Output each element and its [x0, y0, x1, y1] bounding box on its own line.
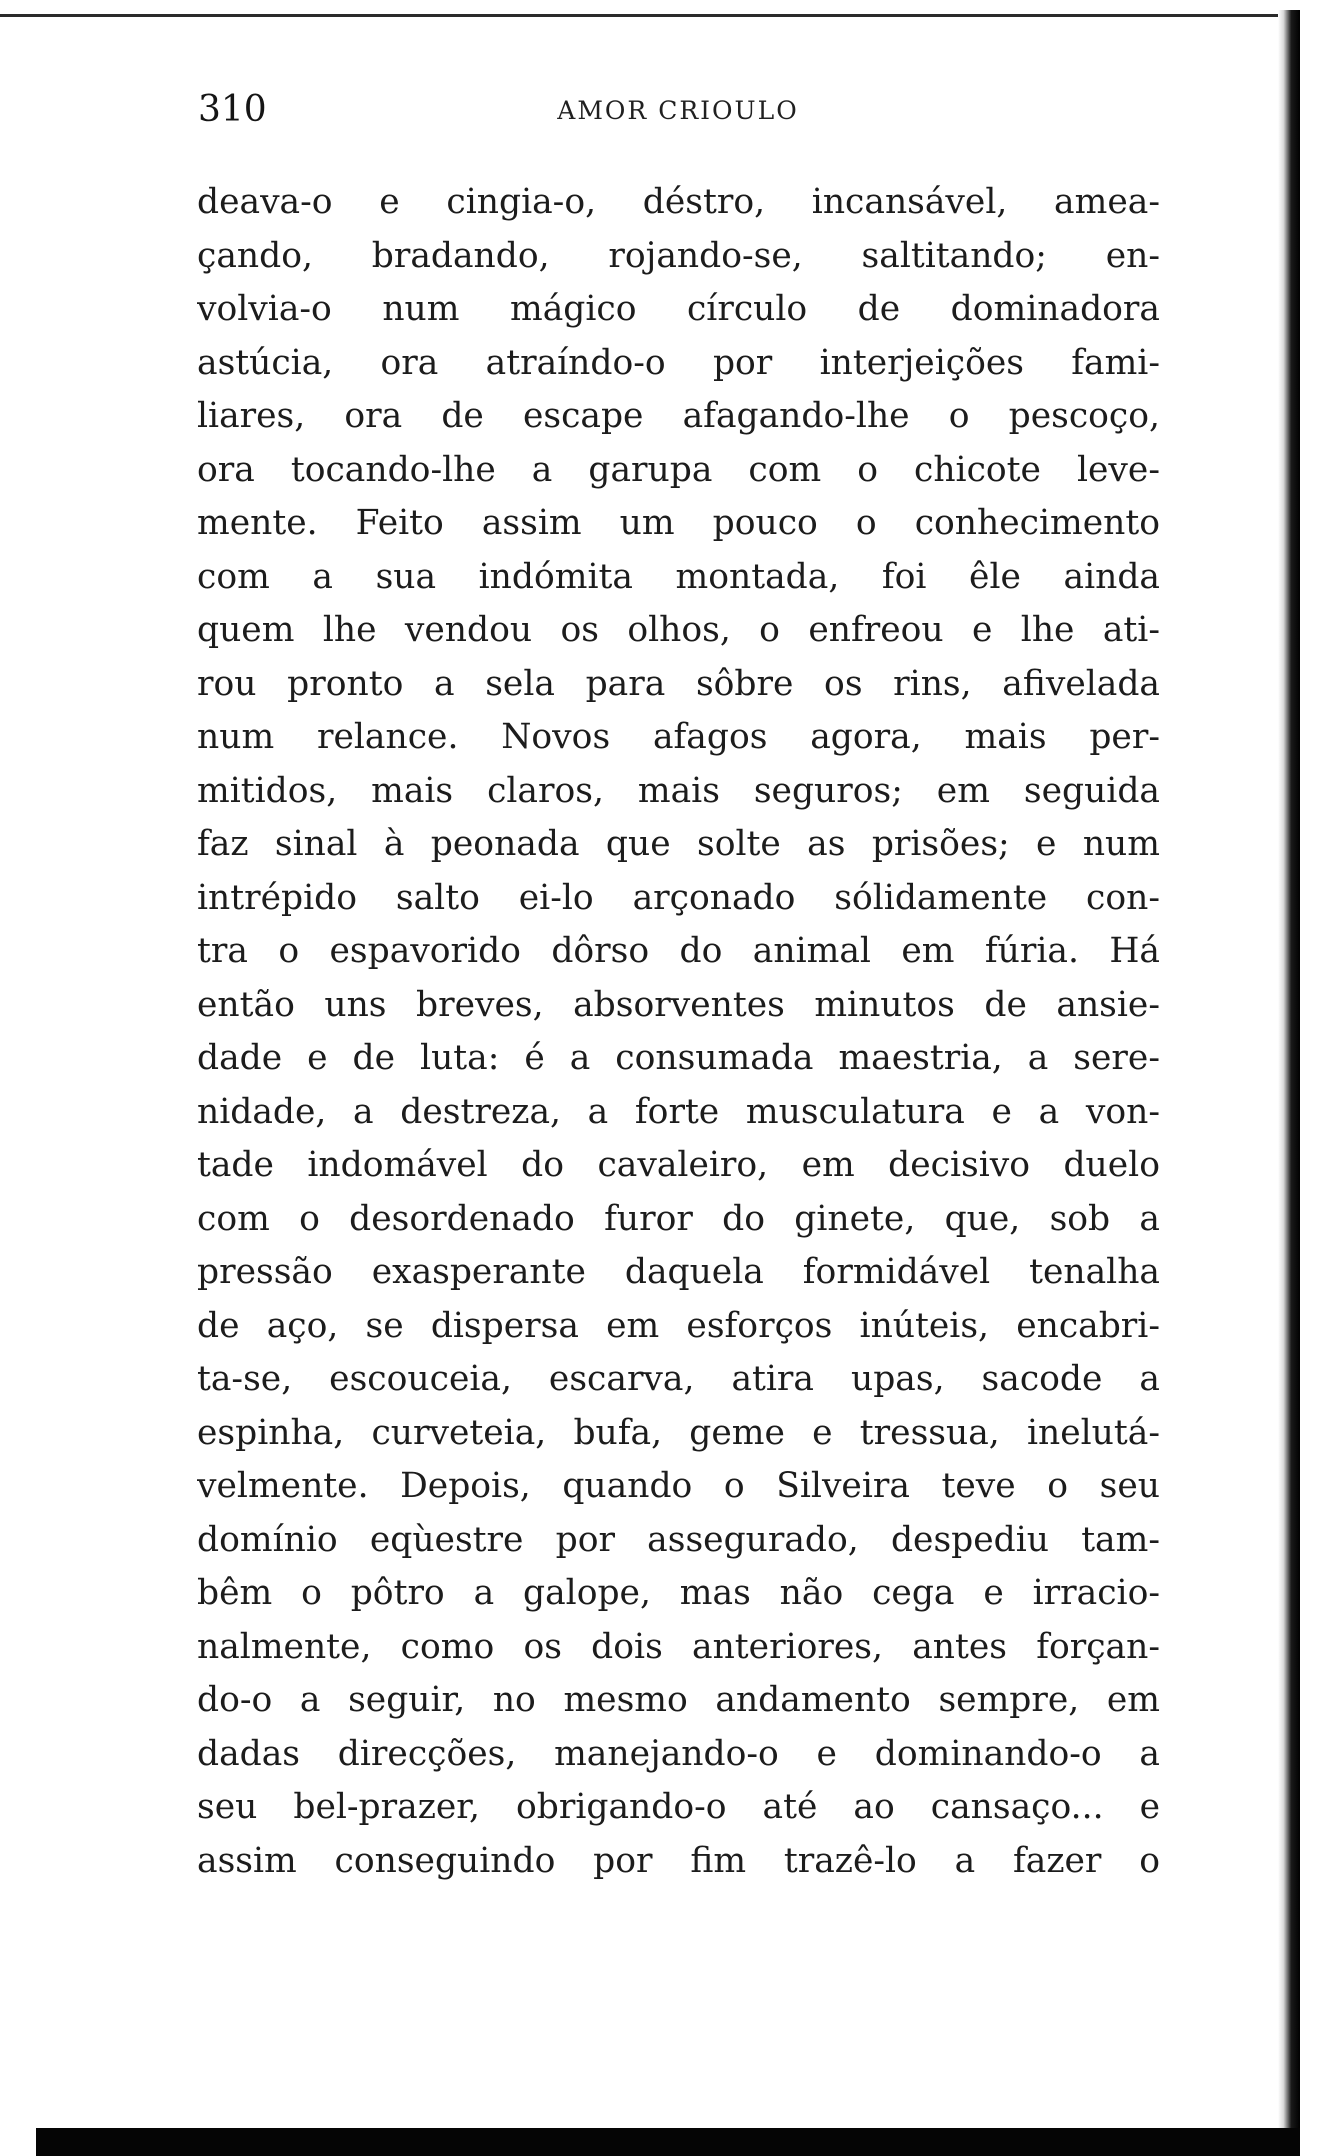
- text-line: intrépido salto ei-lo arçonado sólidamente con-: [197, 877, 1160, 918]
- running-head: AMOR CRIOULO: [557, 96, 799, 125]
- text-line: tade indomável do cavaleiro, em decisivo duelo: [197, 1145, 1160, 1185]
- text-line: tra o espavorido dôrso do animal em fúria. Há: [197, 931, 1160, 971]
- text-line: então uns breves, absorventes minutos de ansie-: [197, 984, 1160, 1025]
- scan-right-edge: [1278, 10, 1300, 2156]
- text-line: nidade, a destreza, a forte musculatura e a von-: [197, 1091, 1160, 1132]
- body-text: [197, 176, 1160, 1888]
- text-line: com o desordenado furor do ginete, que, sob a: [197, 1198, 1160, 1239]
- page-header: [198, 86, 1158, 136]
- scan-top-edge: [0, 14, 1300, 17]
- text-line: dadas direcções, manejando-o e dominando-o a: [197, 1733, 1160, 1774]
- text-line: deava-o e cingia-o, déstro, incansável, amea-: [197, 182, 1160, 222]
- text-line: rou pronto a sela para sôbre os rins, afivelada: [197, 663, 1160, 704]
- text-line: num relance. Novos afagos agora, mais per-: [197, 717, 1160, 757]
- text-line: domínio eqùestre por assegurado, despediu tam-: [197, 1519, 1160, 1560]
- text-line: ta-se, escouceia, escarva, atira upas, sacode a: [197, 1359, 1160, 1399]
- text-line: ora tocando-lhe a garupa com o chicote leve-: [197, 449, 1160, 490]
- text-line: faz sinal à peonada que solte as prisões; e num: [197, 824, 1160, 864]
- text-line: velmente. Depois, quando o Silveira teve o seu: [197, 1466, 1160, 1506]
- text-line: espinha, curveteia, bufa, geme e tressua, inelutá-: [197, 1412, 1160, 1453]
- text-line: com a sua indómita montada, foi êle ainda: [197, 556, 1160, 597]
- text-line: pressão exasperante daquela formidável tenalha: [197, 1252, 1160, 1292]
- page-number: 310: [198, 89, 267, 130]
- text-line: bêm o pôtro a galope, mas não cega e irracio-: [197, 1573, 1160, 1613]
- scan-bottom-edge: [36, 2128, 1300, 2156]
- text-line: liares, ora de escape afagando-lhe o pescoço,: [197, 396, 1160, 436]
- text-line: de aço, se dispersa em esforços inúteis, encabri-: [197, 1305, 1160, 1346]
- text-line: çando, bradando, rojando-se, saltitando; en-: [197, 235, 1160, 276]
- text-line: nalmente, como os dois anteriores, antes forçan-: [197, 1626, 1160, 1667]
- text-line: dade e de luta: é a consumada maestria, a sere-: [197, 1038, 1160, 1078]
- text-line: do-o a seguir, no mesmo andamento sempre, em: [197, 1680, 1160, 1720]
- text-line: mitidos, mais claros, mais seguros; em seguida: [197, 770, 1160, 811]
- text-line: assim conseguindo por fim trazê-lo a fazer o: [197, 1840, 1160, 1881]
- text-line: volvia-o num mágico círculo de dominadora: [197, 289, 1160, 329]
- text-line: quem lhe vendou os olhos, o enfreou e lhe ati-: [197, 610, 1160, 650]
- text-line: mente. Feito assim um pouco o conhecimento: [197, 503, 1160, 543]
- text-line: astúcia, ora atraíndo-o por interjeições fami-: [197, 342, 1160, 383]
- text-line: seu bel-prazer, obrigando-o até ao cansaço... e: [197, 1787, 1160, 1827]
